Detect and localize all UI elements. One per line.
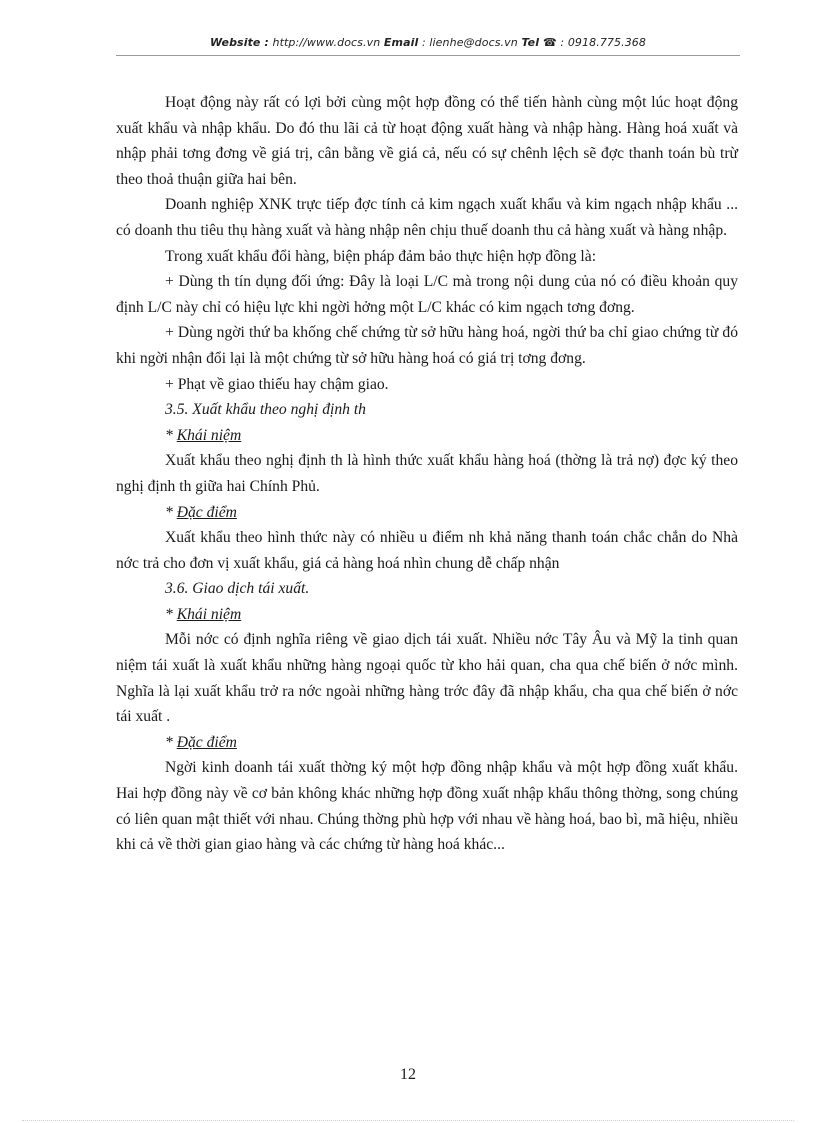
section-heading-3-6: 3.6. Giao dịch tái xuất. (165, 580, 310, 598)
subheading-feature: * Đặc điểm (165, 733, 237, 751)
paragraph: Xuất khẩu theo hình thức này có nhiều u điểm nh khả năng thanh toán chắc chắn do Nhà nớc trả cho đơn vị xuất khẩu, giá cả hàng hoá nhìn chung dễ chấp nhận (116, 529, 738, 572)
document-body (116, 90, 738, 858)
paragraph: Hoạt động này rất có lợi bởi cùng một hợp đồng có thể tiến hành cùng một lúc hoạt động xuất khẩu và nhập khẩu. Do đó thu lãi cả từ hoạt động xuất hàng và nhập hàng. Hàng hoá xuất và nhập phải tơng đơng về giá trị, cân bằng về giá cả, nếu có sự chênh lệch sẽ đợc thanh toán bù trừ theo thoả thuận giữa hai bên. (116, 94, 738, 188)
paragraph: Mỗi nớc có định nghĩa riêng về giao dịch tái xuất. Nhiều nớc Tây Âu và Mỹ la tinh quan niệm tái xuất là xuất khẩu những hàng ngoại quốc từ kho hải quan, cha qua chế biến ở nớc mình. Nghĩa là lại xuất khẩu trở ra nớc ngoài những hàng trớc đây đã nhập khẩu, cha qua chế biến ở nớc tái xuất . (116, 631, 738, 726)
subheading-concept: * Khái niệm (165, 426, 242, 444)
subheading-feature: * Đặc điểm (165, 503, 237, 521)
paragraph: + Dùng th tín dụng đối ứng: Đây là loại L/C mà trong nội dung của nó có điều khoản quy định L/C này chỉ có hiệu lực khi ngời hởng một L/C khác có kim ngạch tơng đơng. (116, 273, 738, 316)
website-url: http://www.docs.vn (272, 36, 381, 49)
paragraph: Trong xuất khẩu đổi hàng, biện pháp đảm bảo thực hiện hợp đồng là: (165, 247, 597, 265)
tel-number: : 0918.775.368 (560, 36, 647, 49)
paragraph: + Dùng ngời thứ ba khống chế chứng từ sở hữu hàng hoá, ngời thứ ba chỉ giao chứng từ đó khi ngời nhận đổi lại là một chứng từ sở hữu hàng hoá có giá trị tơng đơng. (116, 324, 738, 367)
header-divider (116, 55, 740, 56)
page-number: 12 (400, 1066, 416, 1083)
paragraph: Ngời kinh doanh tái xuất thờng ký một hợp đồng nhập khẩu và một hợp đồng xuất khẩu. Hai hợp đồng này về cơ bản không khác những hợp đồng xuất nhập khẩu thông thờng, song chúng có liên quan mật thiết với nhau. Chúng thờng phù hợp với nhau về hàng hoá, bao bì, mã hiệu, nhiều khi cả về thời gian giao hàng và các chứng từ hàng hoá khác... (116, 759, 738, 854)
footer-divider (22, 1120, 794, 1121)
email-address: : lienhe@docs.vn (421, 36, 518, 49)
tel-label: Tel ☎ (521, 36, 557, 49)
email-label: Email (383, 36, 419, 49)
page-header (116, 36, 740, 49)
section-heading-3-5: 3.5. Xuất khẩu theo nghị định th (165, 401, 366, 419)
website-label: Website : (209, 36, 269, 49)
subheading-concept: * Khái niệm (165, 605, 242, 623)
paragraph: + Phạt về giao thiếu hay chậm giao. (165, 375, 389, 393)
paragraph: Xuất khẩu theo nghị định th là hình thức xuất khẩu hàng hoá (thờng là trả nợ) đợc ký theo nghị định th giữa hai Chính Phủ. (116, 452, 738, 495)
paragraph: Doanh nghiệp XNK trực tiếp đợc tính cả kim ngạch xuất khẩu và kim ngạch nhập khẩu ... có doanh thu tiêu thụ hàng xuất và hàng nhập nên chịu thuế doanh thu cả hàng xuất và hàng nhập. (116, 196, 738, 239)
